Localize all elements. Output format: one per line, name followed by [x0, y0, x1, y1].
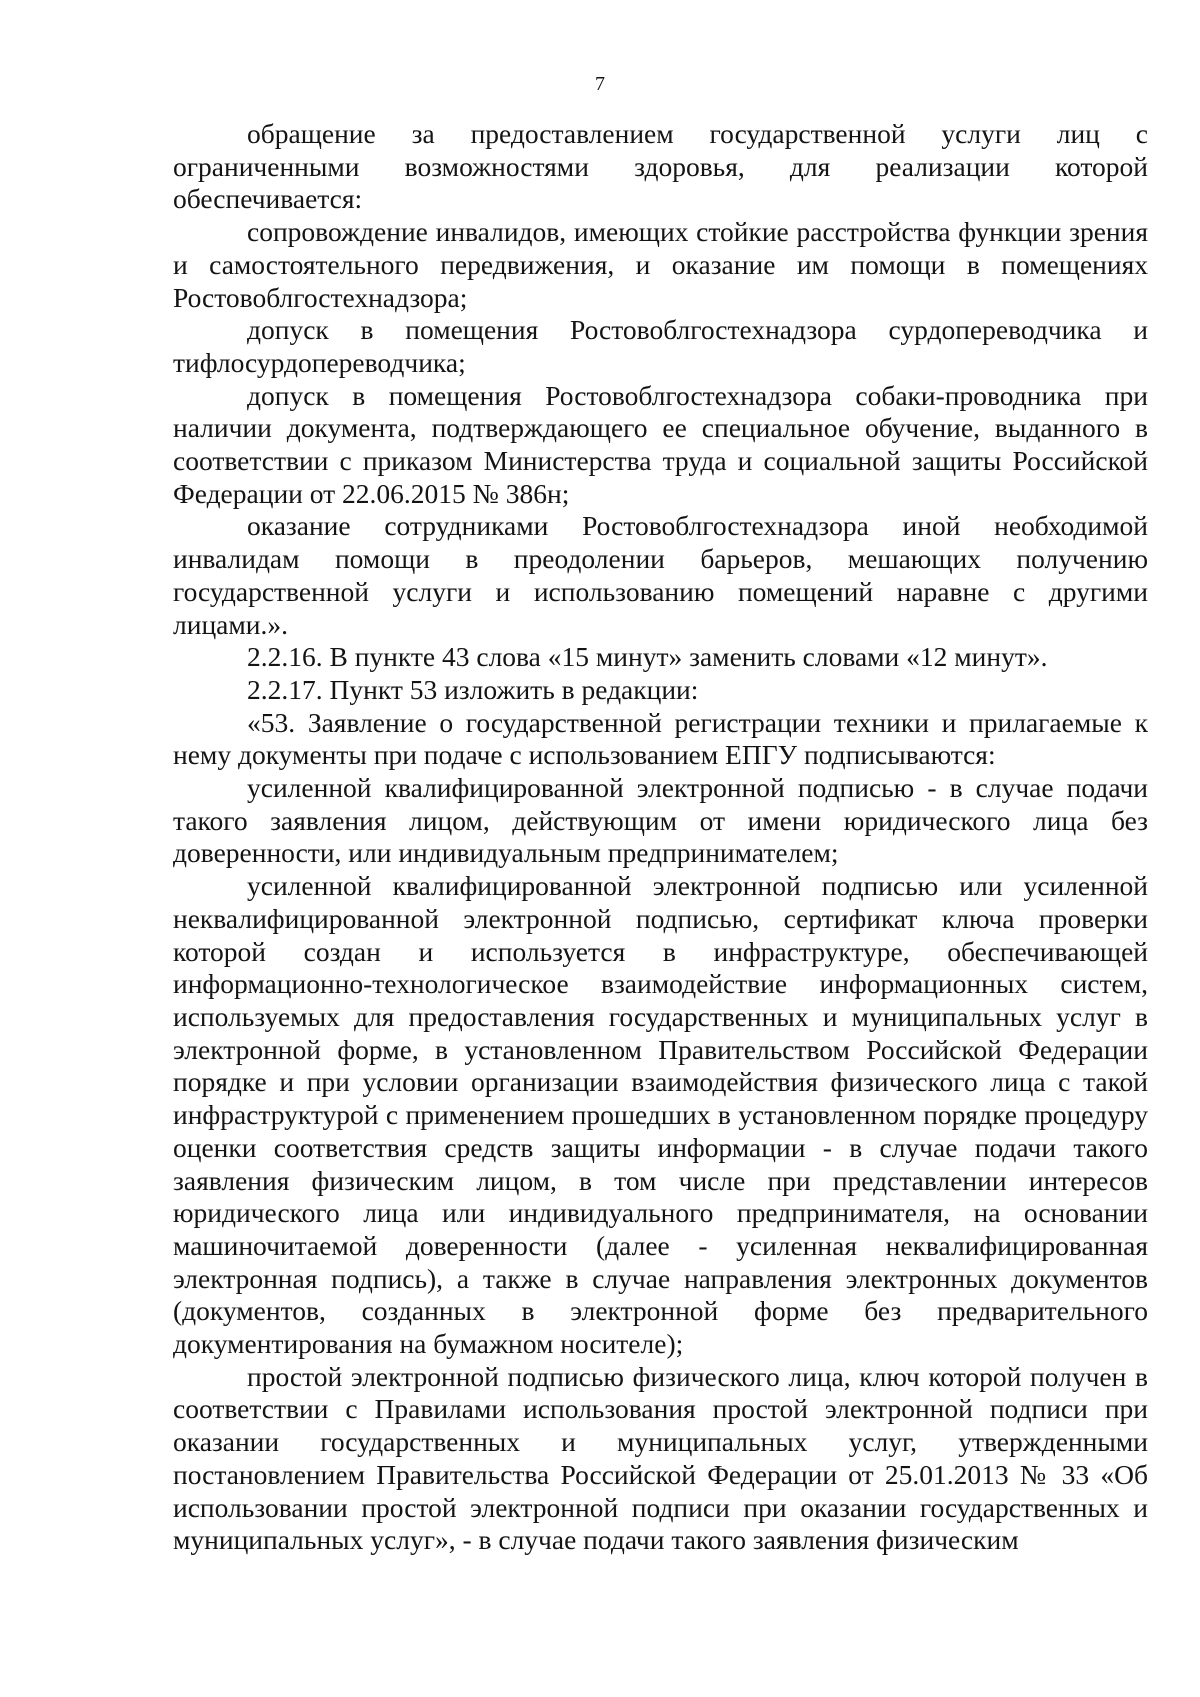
paragraph-escort-disabled: сопровождение инвалидов, имеющих стойкие расстройства функции зрения и самостоятельного передвижения, и оказание им помощи в помещениях Ростовоблгостехнадзора; [173, 216, 1148, 313]
paragraph-guide-dog-access: допуск в помещения Ростовоблгостехнадзора собаки-проводника при наличии документа, подтверждающего ее специальное обучение, выданного в соответствии с приказом Министерства труда и социальной защиты Российской Федерации от 22.06.2015 № 386н; [173, 379, 1148, 509]
paragraph-qualified-signature: усиленной квалифицированной электронной подписью - в случае подачи такого заявления лицом, действующим от имени юридического лица без доверенности, или индивидуальным предпринимателем; [173, 772, 1148, 869]
paragraph-other-assistance: оказание сотрудниками Ростовоблгостехнадзора иной необходимой инвалидам помощи в преодолении барьеров, мешающих получению государственной услуги и использованию помещений наравне с другими лицами.». [173, 510, 1148, 640]
paragraph-unqualified-signature: усиленной квалифицированной электронной подписью или усиленной неквалифицированной электронной подписью, сертификат ключа проверки которой создан и используется в инфраструктуре, обеспечивающей информационно-технологическое взаимодействие информационных систем, используемых для предоставления государственных и муниципальных услуг в электронной форме, в установленном Правительством Российской Федерации порядке и при условии организации взаимодействия физического лица с такой инфраструктурой с применением прошедших в установленном порядке процедуру оценки соответствия средств защиты информации - в случае подачи такого заявления физическим лицом, в том числе при представлении интересов юридического лица или индивидуального предпринимателя, на основании машиночитаемой доверенности (далее - усиленная неквалифицированная электронная подпись), а также в случае направления электронных документов (документов, созданных в электронной форме без предварительного документирования на бумажном носителе); [173, 870, 1148, 1360]
paragraph-clause-2-2-16: 2.2.16. В пункте 43 слова «15 минут» заменить словами «12 минут». [247, 641, 1048, 673]
paragraph-clause-2-2-17: 2.2.17. Пункт 53 изложить в редакции: [247, 673, 699, 705]
paragraph-item-53: «53. Заявление о государственной регистрации техники и прилагаемые к нему документы при подаче с использованием ЕПГУ подписываются: [173, 706, 1148, 771]
paragraph-simple-signature: простой электронной подписью физического лица, ключ которой получен в соответствии с Правилами использования простой электронной подписи при оказании государственных и муниципальных услуг, утвержденными постановлением Правительства Российской Федерации от 25.01.2013 № 33 «Об использовании простой электронной подписи при оказании государственных и муниципальных услуг», - в случае подачи такого заявления физическим [173, 1360, 1148, 1556]
page-number: 7 [595, 73, 605, 95]
paragraph-sign-interpreter-access: допуск в помещения Ростовоблгостехнадзора сурдопереводчика и тифлосурдопереводчика; [173, 314, 1148, 378]
paragraph-disability-access-intro: обращение за предоставлением государственной услуги лиц с ограниченными возможностями здоровья, для реализации которой обеспечивается: [173, 118, 1148, 215]
document-body [173, 118, 1148, 1557]
